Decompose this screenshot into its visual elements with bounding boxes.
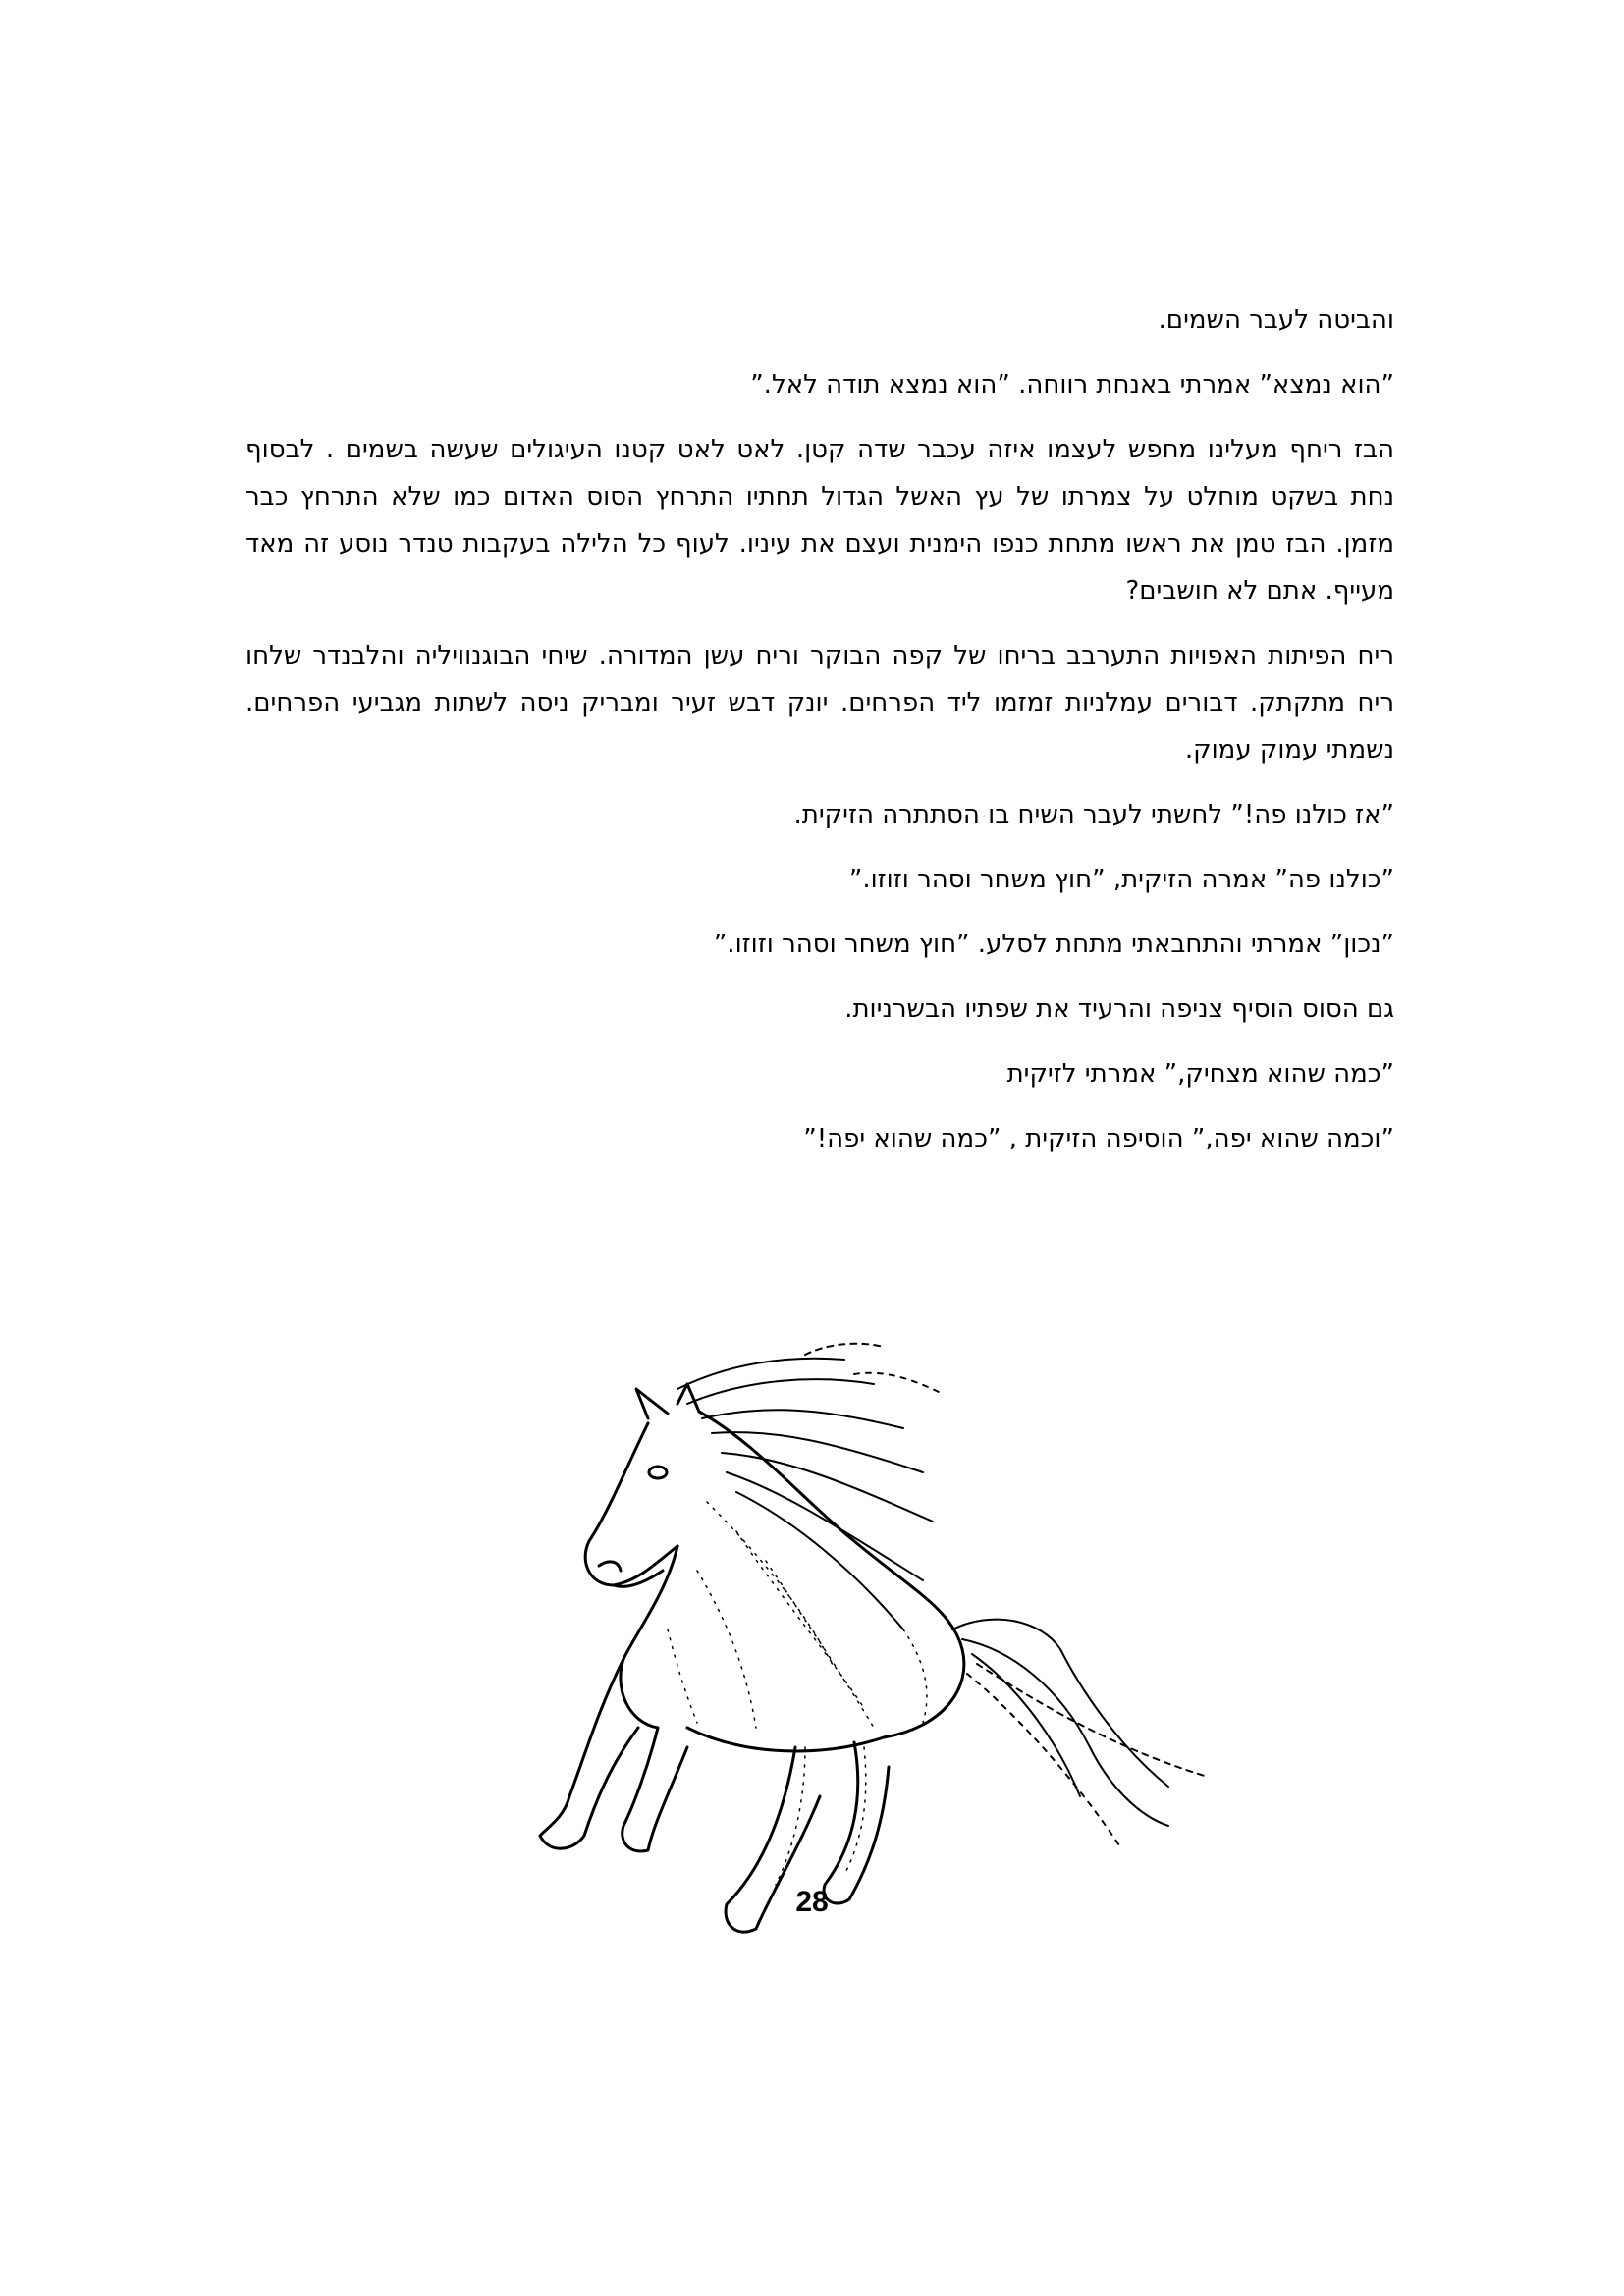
paragraph: גם הסוס הוסיף צניפה והרעיד את שפתיו הבשרניות. <box>844 994 1394 1024</box>
mane-strands <box>677 1344 943 1629</box>
eye <box>649 1467 667 1478</box>
horse-illustration <box>530 1335 1237 2042</box>
paragraph: ”הוא נמצא” אמרתי באנחת רווחה. ”הוא נמצא תודה לאל.” <box>750 370 1394 400</box>
paragraph: הבז ריחף מעלינו מחפש לעצמו איזה עכבר שדה קטן. לאט לאט קטנו העיגולים שעשה בשמים . לבסוף נחת בשקט מוחלט על צמרתו של עץ האשל הגדול תחתיו התרחץ הסוס האדום כמו שלא התרחץ כבר מזמן. הבז טמן את ראשו מתחת כנפו הימנית ועצם את עיניו. לעוף כל הלילה בעקבות טנדר נוסע זה מאד מעייף. אתם לא חושבים? <box>245 435 1394 606</box>
neck-back <box>699 1412 962 1649</box>
paragraph: ”אז כולנו פה!” לחשתי לעבר השיח בו הסתתרה הזיקית. <box>793 800 1394 829</box>
paragraph: ”וכמה שהוא יפה,” הוסיפה הזיקית , ”כמה שהוא יפה!” <box>803 1124 1394 1153</box>
front-leg <box>540 1659 638 1848</box>
paragraph: ”כמה שהוא מצחיק,” אמרתי לזיקית <box>1006 1059 1394 1089</box>
tail <box>952 1620 1208 1845</box>
head <box>585 1423 677 1585</box>
page-number: 28 <box>795 1886 829 1918</box>
paragraph: והביטה לעבר השמים. <box>1158 305 1394 335</box>
paragraph: ”כולנו פה” אמרה הזיקית, ”חוץ משחר וסהר וזוזו.” <box>848 865 1394 894</box>
ear <box>636 1389 668 1418</box>
paragraph: ריח הפיתות האפויות התערבב בריחו של קפה הבוקר וריח עשן המדורה. שיחי הבוגנוויליה והלבנדר שלחו ריח מתקתק. דבורים עמלניות זמזמו ליד הפרחים. יונק דבש זעיר ומבריק ניסה לשתות מגביעי הפרחים. נשמתי עמוק עמוק. <box>245 641 1394 765</box>
paragraph: ”נכון” אמרתי והתחבאתי מתחת לסלע. ”חוץ משחר וסהר וזוזו.” <box>713 930 1394 959</box>
chest <box>621 1546 677 1728</box>
story-text <box>245 296 1394 1180</box>
